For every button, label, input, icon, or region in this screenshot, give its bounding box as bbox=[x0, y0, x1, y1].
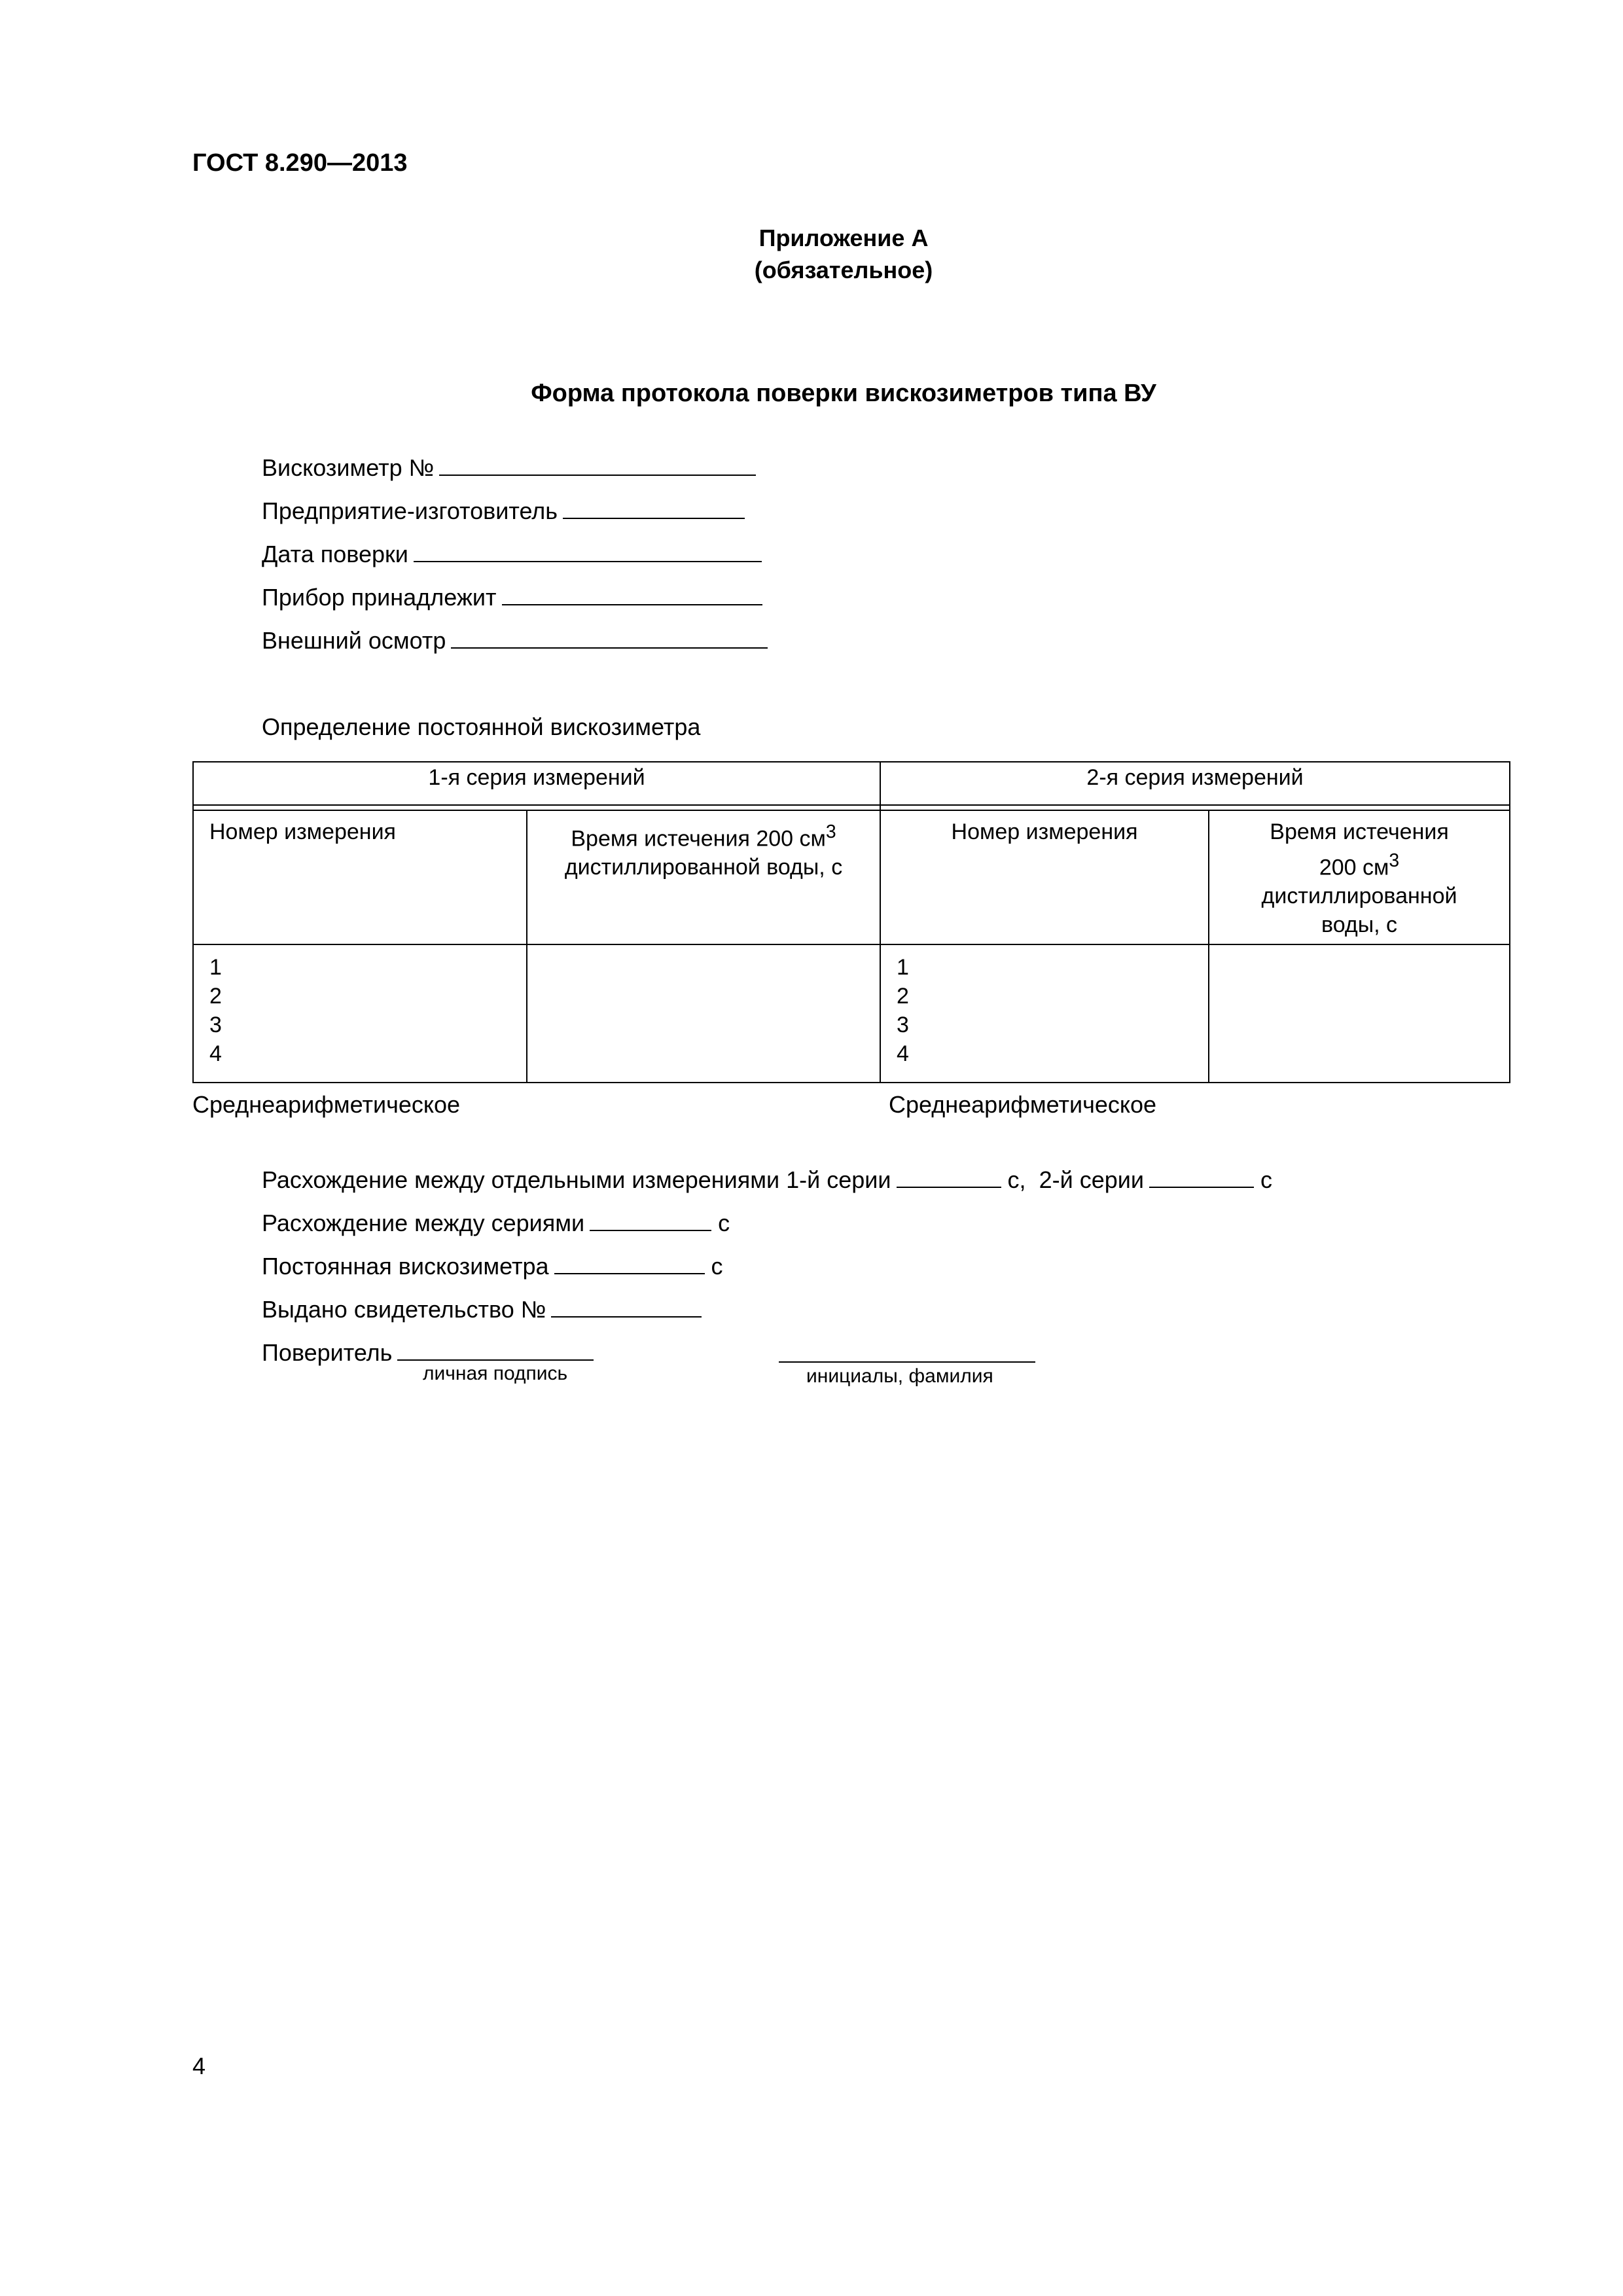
series-2-numbers bbox=[880, 944, 1209, 1083]
document-code: ГОСТ 8.290—2013 bbox=[192, 149, 408, 177]
average-label-series-1: Среднеарифметическое bbox=[192, 1091, 461, 1118]
appendix-label: Приложение А bbox=[758, 224, 929, 251]
superscript: 3 bbox=[1389, 850, 1400, 871]
field-label: Дата поверки bbox=[262, 541, 408, 567]
average-label-series-2: Среднеарифметическое bbox=[889, 1091, 1157, 1118]
field-owner bbox=[262, 584, 762, 611]
row-number: 3 bbox=[209, 1013, 222, 1037]
blank-line bbox=[397, 1359, 594, 1361]
series-2-header: 2-я серия измерений bbox=[880, 762, 1510, 805]
blank-line bbox=[554, 1272, 705, 1274]
series-2-label: 2-й серии bbox=[1039, 1166, 1144, 1193]
series-header-row bbox=[193, 762, 1510, 805]
row-number: 3 bbox=[897, 1013, 909, 1037]
header-text: Номер измерения bbox=[951, 819, 1138, 844]
blank-line bbox=[551, 1316, 702, 1318]
col-time-header bbox=[527, 810, 880, 944]
form-title: Форма протокола поверки вискозиметров типа ВУ bbox=[531, 380, 1156, 407]
certificate-line bbox=[262, 1296, 702, 1323]
divergence-line bbox=[262, 1166, 1272, 1194]
between-series-label: Расхождение между сериями bbox=[262, 1210, 585, 1236]
header-text: 200 см bbox=[1319, 855, 1389, 880]
signature-caption: личная подпись bbox=[423, 1363, 568, 1384]
row-number: 4 bbox=[209, 1041, 222, 1066]
verifier-label: Поверитель bbox=[262, 1339, 393, 1366]
series-1-numbers bbox=[193, 944, 527, 1083]
field-label: Внешний осмотр bbox=[262, 627, 446, 654]
constant-label: Постоянная вискозиметра bbox=[262, 1253, 549, 1280]
superscript: 3 bbox=[825, 821, 836, 842]
unit-label: с, bbox=[1007, 1166, 1026, 1193]
series-1-times bbox=[527, 944, 880, 1083]
blank-line bbox=[897, 1186, 1001, 1188]
header-text: дистиллированной воды, с bbox=[564, 855, 843, 880]
blank-line bbox=[563, 517, 745, 519]
header-text: дистиллированной bbox=[1261, 884, 1457, 909]
row-number: 4 bbox=[897, 1041, 909, 1066]
row-number: 1 bbox=[897, 955, 909, 980]
blank-line bbox=[590, 1229, 711, 1231]
blank-line bbox=[502, 603, 762, 605]
field-label: Предприятие-изготовитель bbox=[262, 497, 558, 524]
field-external-inspection bbox=[262, 627, 768, 655]
blank-line bbox=[439, 474, 756, 476]
col-number-header bbox=[193, 810, 527, 944]
name-blank-line bbox=[779, 1361, 1035, 1363]
constant-line bbox=[262, 1253, 723, 1280]
divergence-label: Расхождение между отдельными измерениями 1-й серии bbox=[262, 1166, 891, 1193]
section-title: Определение постоянной вискозиметра bbox=[262, 713, 701, 740]
measurement-table bbox=[192, 761, 1510, 1083]
col-number-header-2 bbox=[880, 810, 1209, 944]
page-number: 4 bbox=[192, 2053, 206, 2079]
appendix-status: (обязательное) bbox=[754, 257, 933, 283]
field-viscometer-number bbox=[262, 454, 756, 482]
field-manufacturer bbox=[262, 497, 745, 525]
header-text: Номер измерения bbox=[209, 819, 396, 844]
col-time-header-2 bbox=[1209, 810, 1510, 944]
header-text: воды, с bbox=[1321, 912, 1398, 938]
blank-line bbox=[414, 560, 762, 562]
column-header-row bbox=[193, 810, 1510, 944]
unit-label: с bbox=[1260, 1166, 1272, 1193]
series-1-header: 1-я серия измерений bbox=[193, 762, 880, 805]
blank-line bbox=[1149, 1186, 1254, 1188]
certificate-label: Выдано свидетельство № bbox=[262, 1296, 546, 1323]
header-text: Время истечения 200 см bbox=[571, 826, 826, 852]
name-caption: инициалы, фамилия bbox=[806, 1365, 993, 1387]
row-number: 2 bbox=[209, 984, 222, 1009]
unit-label: с bbox=[718, 1210, 730, 1236]
field-label: Прибор принадлежит bbox=[262, 584, 497, 611]
double-rule bbox=[193, 805, 1510, 810]
row-number: 1 bbox=[209, 955, 222, 980]
unit-label: с bbox=[711, 1253, 723, 1280]
measurement-rows bbox=[193, 944, 1510, 1083]
header-text: Время истечения bbox=[1270, 819, 1449, 844]
blank-line bbox=[451, 647, 768, 649]
field-label: Вискозиметр № bbox=[262, 454, 435, 481]
field-verification-date bbox=[262, 541, 762, 568]
series-2-times bbox=[1209, 944, 1510, 1083]
row-number: 2 bbox=[897, 984, 909, 1009]
between-series-line bbox=[262, 1210, 730, 1237]
